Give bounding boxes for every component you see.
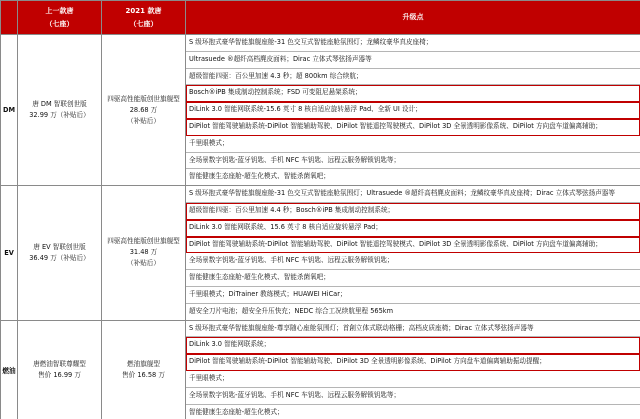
previous-model-cell — [18, 320, 102, 419]
upgrade-feature-line: Ultrasuede ®超纤高档麂皮面料；Dirac 立体式琴弦扬声器等 — [186, 52, 640, 69]
model-2021-line: （补贴后） — [127, 259, 160, 268]
model-2021-cell — [102, 320, 186, 419]
model-2021-line: 四驱高性能版创世旗舰型 — [107, 94, 180, 103]
model-2021-line: 四驱高性能版创世旗舰型 — [107, 237, 180, 246]
header-2021-subtitle: （七座） — [129, 19, 158, 28]
upgrade-feature-line: DiPilot 智能驾驶辅助系统-DiPilot 智能辅助驾驶、DiPilot 智能遥控驾驶模式、DiPilot 3D 全景透明影像系统、DiPilot 方向盘车道偏离辅助； — [186, 237, 640, 254]
upgrade-feature-line: 全场景数字钥匙-蓝牙钥匙、手机 NFC 车钥匙、远程云服务解锁钥匙； — [186, 253, 640, 270]
header-2021-model — [102, 1, 186, 35]
upgrade-feature-line: 全场景数字钥匙-蓝牙钥匙、手机 NFC 车钥匙、远程云服务解锁钥匙等； — [186, 153, 640, 170]
model-2021-cell — [102, 186, 186, 320]
upgrade-features-cell — [186, 35, 640, 186]
powertrain-label: EV — [1, 186, 18, 320]
model-row-ev — [1, 186, 640, 320]
powertrain-label: 燃油 — [1, 320, 18, 419]
upgrade-feature-line: 千里眼模式； — [186, 136, 640, 153]
header-blank — [1, 1, 18, 35]
upgrade-features-cell — [186, 186, 640, 320]
upgrade-feature-line: 超级智能四驱：百公里加速 4.4 秒；Bosch®iPB 集成制动控制系统； — [186, 203, 640, 220]
upgrade-feature-line: S 级环抱式豪华智能旗舰座舱-31 色交互式智能座舱氛围灯；Ultrasuede ®超纤高档麂皮面料；龙鳞纹豪华真皮座椅；Dirac 立体式琴弦扬声器等 — [186, 186, 640, 203]
powertrain-label: DM — [1, 35, 18, 186]
upgrade-feature-line: 智能健康生态座舱-超生化模式、智能杀菌氧吧； — [189, 172, 330, 181]
upgrade-features-cell — [186, 320, 640, 419]
header-prev-model — [18, 1, 102, 35]
upgrade-feature-line: DiPilot 智能驾驶辅助系统-DiPilot 智能辅助驾驶、DiPilot 3D 全景透明影像系统、DiPilot 方向盘车道偏离辅助振动提醒； — [186, 354, 640, 371]
previous-model-line: 唐燃油智联尊耀型 — [33, 360, 86, 369]
previous-model-cell — [18, 35, 102, 186]
header-prev-subtitle: （七座） — [45, 19, 74, 28]
model-2021-line: 31.48 万 — [129, 248, 158, 257]
previous-model-line: 32.99 万（补贴后） — [29, 111, 90, 120]
upgrade-feature-line: 全场景数字钥匙-蓝牙钥匙、手机 NFC 车钥匙、远程云服务解锁钥匙等； — [186, 388, 640, 405]
upgrade-feature-line: 智能健康生态座舱-超生化模式； — [189, 407, 284, 416]
upgrade-feature-line: 智能健康生态座舱-超生化模式、智能杀菌氧吧； — [186, 270, 640, 287]
upgrade-feature-line: 超安全刀片电池；超安全升压快充；NEDC 综合工况续航里程 565km — [189, 306, 394, 315]
upgrade-feature-line: 千里眼模式； — [186, 371, 640, 388]
model-2021-line: （补贴后） — [127, 116, 160, 125]
model-row-dm — [1, 35, 640, 186]
header-2021-title: 2021 款唐 — [125, 6, 162, 15]
previous-model-line: 售价 16.99 万 — [38, 371, 81, 380]
upgrade-feature-line: 超级智能四驱：百公里加速 4.3 秒；超 800km 综合续航； — [186, 69, 640, 86]
model-2021-line: 售价 16.58 万 — [122, 371, 165, 380]
model-row-fuel — [1, 320, 640, 419]
upgrade-feature-line: DiLink 3.0 智能网联系统； — [186, 337, 640, 354]
previous-model-line: 唐 EV 智联创世版 — [33, 242, 86, 251]
upgrade-feature-line: DiPilot 智能驾驶辅助系统-DiPilot 智能辅助驾驶、DiPilot 智能遥控驾驶模式、DiPilot 3D 全景透明影像系统、DiPilot 方向盘车道偏离辅助； — [186, 119, 640, 136]
model-2021-line: 28.68 万 — [129, 105, 158, 114]
upgrade-feature-line: 千里眼模式；DiTrainer 教练模式；HUAWEI HiCar； — [186, 287, 640, 304]
header-prev-title: 上一款唐 — [45, 6, 74, 15]
model-2021-line: 燃油旗舰型 — [127, 360, 160, 369]
previous-model-line: 36.49 万（补贴后） — [29, 253, 90, 262]
upgrade-feature-line: S 级环抱式豪华智能旗舰座舱-31 色交互式智能座舱氛围灯；龙鳞纹豪华真皮座椅； — [186, 35, 640, 52]
upgrade-feature-line: S 级环抱式豪华智能旗舰座舱-尊享随心座舱氛围灯；首創立体式联动格栅；高档皮质座椅；Dirac 立体式琴弦扬声器等 — [186, 321, 640, 338]
previous-model-line: 唐 DM 智联创世版 — [32, 100, 87, 109]
previous-model-cell — [18, 186, 102, 320]
upgrade-feature-line: DiLink 3.0 智能网联系统-15.6 英寸 8 核自适应旋转悬浮 Pad、全新 UI 设计； — [186, 102, 640, 119]
header-upgrades: 升级点 — [186, 1, 640, 35]
upgrade-feature-line: Bosch®iPB 集成制动控制系统；FSD 可变阻尼悬架系统； — [186, 85, 640, 102]
upgrade-feature-line: DiLink 3.0 智能网联系统、15.6 英寸 8 核自适应旋转悬浮 Pad； — [186, 220, 640, 237]
model-2021-cell — [102, 35, 186, 186]
header-row — [1, 1, 640, 35]
